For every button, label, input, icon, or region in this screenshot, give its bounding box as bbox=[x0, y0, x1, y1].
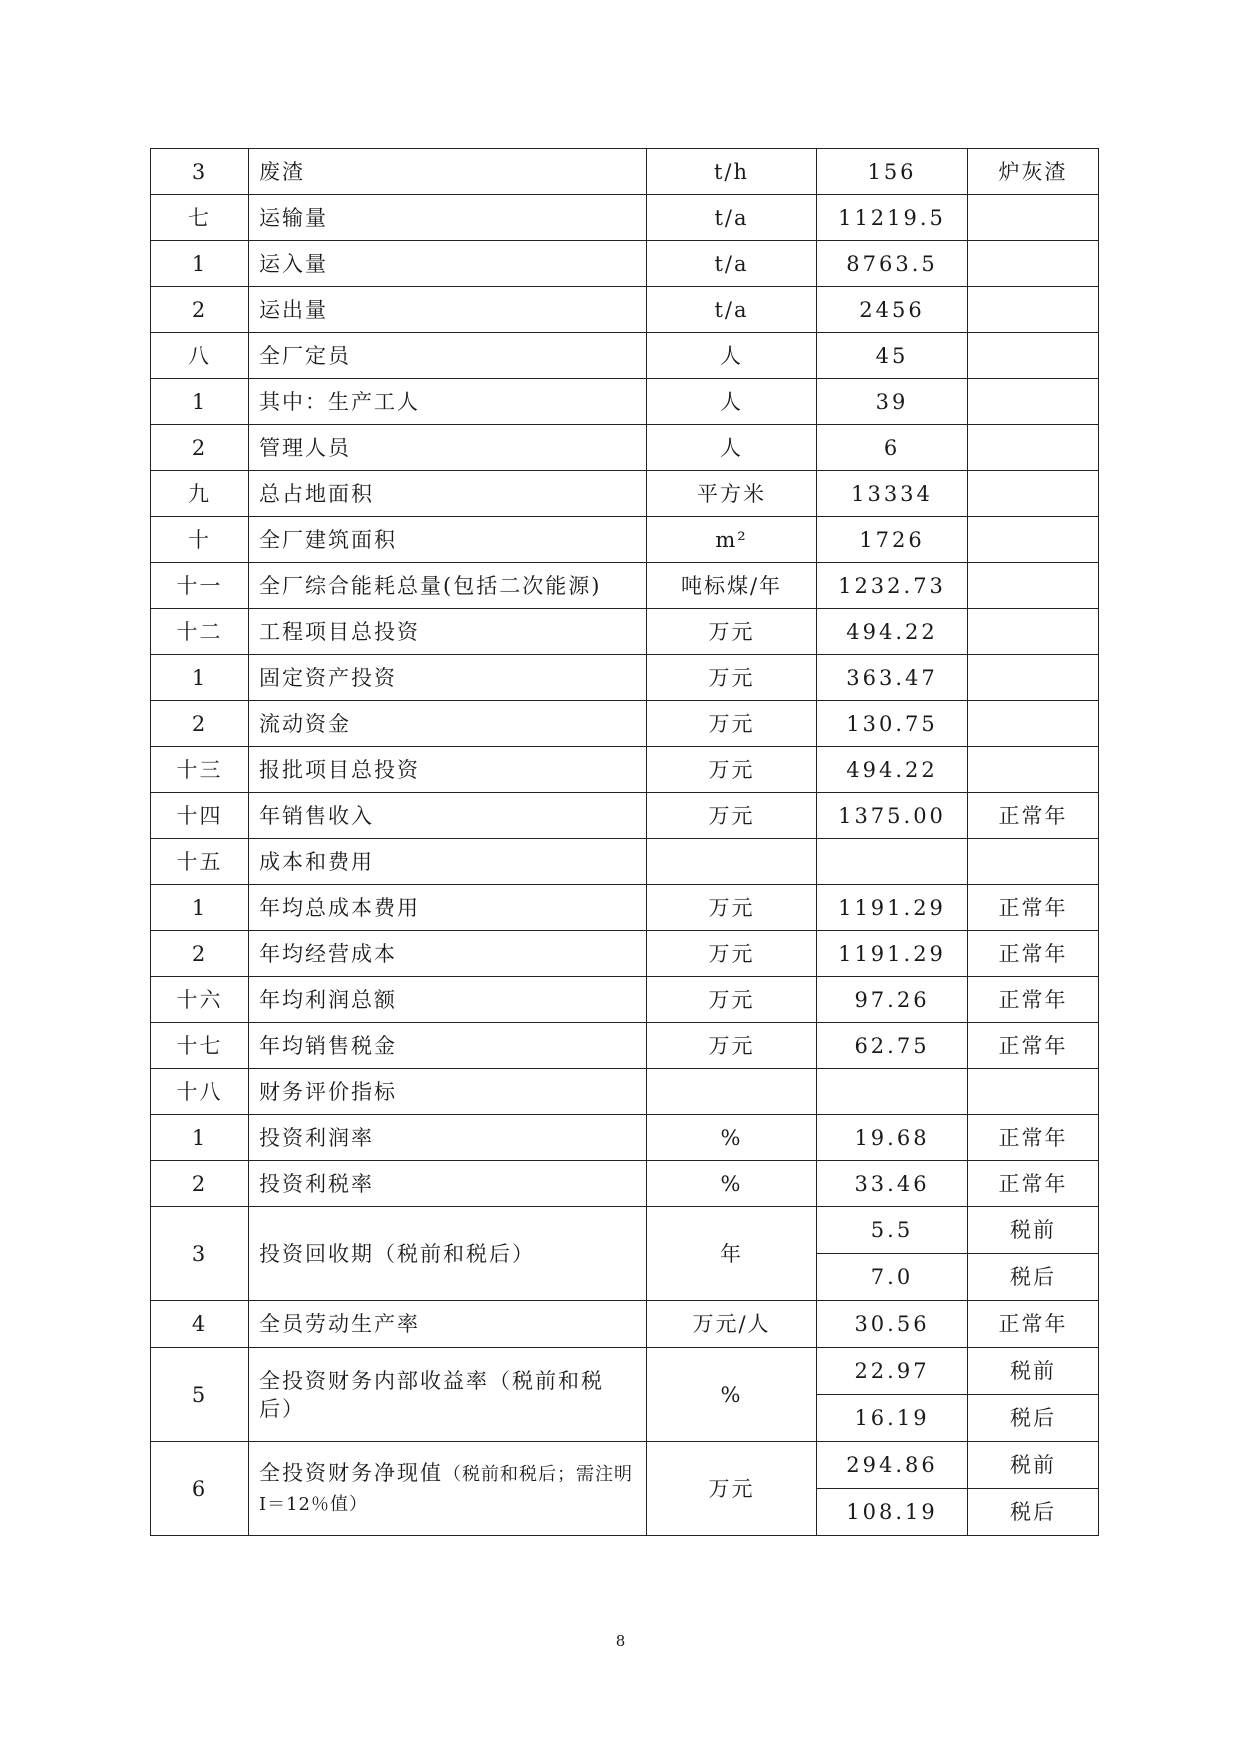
row-value: 1191.29 bbox=[817, 885, 968, 931]
table-row bbox=[151, 839, 1099, 885]
row-value: 13334 bbox=[817, 471, 968, 517]
row-item: 运入量 bbox=[249, 241, 647, 287]
row-number: 九 bbox=[151, 471, 249, 517]
row-unit: 人 bbox=[647, 379, 817, 425]
row-note bbox=[968, 701, 1099, 747]
row-note: 税前 bbox=[968, 1442, 1099, 1489]
table-row bbox=[151, 1069, 1099, 1115]
row-value: 130.75 bbox=[817, 701, 968, 747]
row-note: 正常年 bbox=[968, 1161, 1099, 1207]
row-unit: 人 bbox=[647, 333, 817, 379]
row-number: 十四 bbox=[151, 793, 249, 839]
row-unit: 万元 bbox=[647, 655, 817, 701]
row-value bbox=[817, 1069, 968, 1115]
row-number: 2 bbox=[151, 1161, 249, 1207]
row-number: 4 bbox=[151, 1301, 249, 1348]
row-number: 十八 bbox=[151, 1069, 249, 1115]
row-note bbox=[968, 655, 1099, 701]
row-value: 2456 bbox=[817, 287, 968, 333]
row-note: 税后 bbox=[968, 1395, 1099, 1442]
page-number: 8 bbox=[615, 1632, 626, 1650]
row-unit bbox=[647, 1069, 817, 1115]
row-unit: 年 bbox=[647, 1207, 817, 1301]
row-item: 报批项目总投资 bbox=[249, 747, 647, 793]
row-number: 1 bbox=[151, 1115, 249, 1161]
row-number: 七 bbox=[151, 195, 249, 241]
table-row bbox=[151, 149, 1099, 195]
table-row bbox=[151, 1115, 1099, 1161]
row-number: 2 bbox=[151, 287, 249, 333]
row-value: 6 bbox=[817, 425, 968, 471]
row-note: 正常年 bbox=[968, 885, 1099, 931]
row-value: 1375.00 bbox=[817, 793, 968, 839]
row-note bbox=[968, 379, 1099, 425]
row-unit: 万元 bbox=[647, 609, 817, 655]
table-row bbox=[151, 379, 1099, 425]
row-unit: 万元 bbox=[647, 701, 817, 747]
row-number: 1 bbox=[151, 885, 249, 931]
row-item: 投资回收期（税前和税后） bbox=[249, 1207, 647, 1301]
row-number: 十 bbox=[151, 517, 249, 563]
table-row bbox=[151, 885, 1099, 931]
row-item: 全厂综合能耗总量(包括二次能源) bbox=[249, 563, 647, 609]
row-unit: 万元 bbox=[647, 1023, 817, 1069]
row-value: 22.97 bbox=[817, 1348, 968, 1395]
row-number: 6 bbox=[151, 1442, 249, 1536]
row-unit: 万元 bbox=[647, 977, 817, 1023]
table-row bbox=[151, 517, 1099, 563]
row-item: 年均利润总额 bbox=[249, 977, 647, 1023]
table-row bbox=[151, 655, 1099, 701]
row-value: 19.68 bbox=[817, 1115, 968, 1161]
row-note: 税后 bbox=[968, 1489, 1099, 1536]
row-item: 运出量 bbox=[249, 287, 647, 333]
row-item: 废渣 bbox=[249, 149, 647, 195]
row-unit: 万元 bbox=[647, 793, 817, 839]
row-unit: 万元 bbox=[647, 885, 817, 931]
row-note bbox=[968, 241, 1099, 287]
row-note bbox=[968, 839, 1099, 885]
table-row bbox=[151, 1023, 1099, 1069]
row-number: 十一 bbox=[151, 563, 249, 609]
row-value: 33.46 bbox=[817, 1161, 968, 1207]
row-unit: % bbox=[647, 1161, 817, 1207]
row-unit: % bbox=[647, 1115, 817, 1161]
row-value: 156 bbox=[817, 149, 968, 195]
row-note: 税前 bbox=[968, 1207, 1099, 1254]
row-item: 年销售收入 bbox=[249, 793, 647, 839]
indicator-table bbox=[150, 148, 1099, 1536]
row-number: 1 bbox=[151, 379, 249, 425]
row-number: 5 bbox=[151, 1348, 249, 1442]
row-value: 11219.5 bbox=[817, 195, 968, 241]
row-note: 税前 bbox=[968, 1348, 1099, 1395]
row-note bbox=[968, 287, 1099, 333]
table-row bbox=[151, 701, 1099, 747]
row-value: 97.26 bbox=[817, 977, 968, 1023]
row-value: 494.22 bbox=[817, 609, 968, 655]
table-row bbox=[151, 977, 1099, 1023]
row-unit: 人 bbox=[647, 425, 817, 471]
row-value: 5.5 bbox=[817, 1207, 968, 1254]
row-number: 3 bbox=[151, 1207, 249, 1301]
row-unit: m² bbox=[647, 517, 817, 563]
row-value: 7.0 bbox=[817, 1254, 968, 1301]
row-value: 39 bbox=[817, 379, 968, 425]
row-number: 十三 bbox=[151, 747, 249, 793]
row-item: 全厂建筑面积 bbox=[249, 517, 647, 563]
row-value: 494.22 bbox=[817, 747, 968, 793]
row-unit: 吨标煤/年 bbox=[647, 563, 817, 609]
row-note bbox=[968, 609, 1099, 655]
row-unit: t/a bbox=[647, 241, 817, 287]
row-note: 正常年 bbox=[968, 793, 1099, 839]
row-value: 16.19 bbox=[817, 1395, 968, 1442]
table-row bbox=[151, 241, 1099, 287]
row-note: 正常年 bbox=[968, 977, 1099, 1023]
row-item: 全厂定员 bbox=[249, 333, 647, 379]
row-value: 8763.5 bbox=[817, 241, 968, 287]
row-value bbox=[817, 839, 968, 885]
table-row bbox=[151, 471, 1099, 517]
row-note bbox=[968, 471, 1099, 517]
row-item: 全员劳动生产率 bbox=[249, 1301, 647, 1348]
row-unit: % bbox=[647, 1348, 817, 1442]
row-value: 108.19 bbox=[817, 1489, 968, 1536]
row-item: 工程项目总投资 bbox=[249, 609, 647, 655]
row-item: 投资利税率 bbox=[249, 1161, 647, 1207]
row-item-main: 全投资财务净现值 bbox=[259, 1460, 443, 1485]
row-number: 1 bbox=[151, 655, 249, 701]
row-item: 财务评价指标 bbox=[249, 1069, 647, 1115]
row-number: 2 bbox=[151, 931, 249, 977]
row-item: 管理人员 bbox=[249, 425, 647, 471]
table-row bbox=[151, 287, 1099, 333]
row-value: 30.56 bbox=[817, 1301, 968, 1348]
table-row bbox=[151, 793, 1099, 839]
table-row bbox=[151, 747, 1099, 793]
row-unit: 万元 bbox=[647, 931, 817, 977]
table-row bbox=[151, 931, 1099, 977]
row-number: 十六 bbox=[151, 977, 249, 1023]
table-row bbox=[151, 1442, 1099, 1489]
row-note bbox=[968, 1069, 1099, 1115]
row-item: 其中：生产工人 bbox=[249, 379, 647, 425]
row-note: 正常年 bbox=[968, 1301, 1099, 1348]
row-unit bbox=[647, 839, 817, 885]
row-unit: 平方米 bbox=[647, 471, 817, 517]
row-item: 全投资财务内部收益率（税前和税后） bbox=[249, 1348, 647, 1442]
row-note bbox=[968, 563, 1099, 609]
table-row bbox=[151, 195, 1099, 241]
row-value: 45 bbox=[817, 333, 968, 379]
row-item: 年均销售税金 bbox=[249, 1023, 647, 1069]
row-item: 固定资产投资 bbox=[249, 655, 647, 701]
table-row bbox=[151, 609, 1099, 655]
row-item: 流动资金 bbox=[249, 701, 647, 747]
row-value: 62.75 bbox=[817, 1023, 968, 1069]
row-item: 成本和费用 bbox=[249, 839, 647, 885]
row-note: 正常年 bbox=[968, 1023, 1099, 1069]
row-note bbox=[968, 195, 1099, 241]
row-number: 八 bbox=[151, 333, 249, 379]
row-number: 十二 bbox=[151, 609, 249, 655]
row-note bbox=[968, 747, 1099, 793]
row-value: 294.86 bbox=[817, 1442, 968, 1489]
row-item: 年均总成本费用 bbox=[249, 885, 647, 931]
row-item: 运输量 bbox=[249, 195, 647, 241]
row-unit: t/h bbox=[647, 149, 817, 195]
table-row bbox=[151, 425, 1099, 471]
row-number: 2 bbox=[151, 701, 249, 747]
table-row bbox=[151, 333, 1099, 379]
row-unit: 万元 bbox=[647, 1442, 817, 1536]
row-unit: t/a bbox=[647, 195, 817, 241]
row-note: 税后 bbox=[968, 1254, 1099, 1301]
table-row bbox=[151, 563, 1099, 609]
row-number: 1 bbox=[151, 241, 249, 287]
row-value: 1726 bbox=[817, 517, 968, 563]
row-note bbox=[968, 333, 1099, 379]
row-value: 1232.73 bbox=[817, 563, 968, 609]
row-number: 十五 bbox=[151, 839, 249, 885]
row-unit: t/a bbox=[647, 287, 817, 333]
row-item: 年均经营成本 bbox=[249, 931, 647, 977]
row-unit: 万元 bbox=[647, 747, 817, 793]
table-row bbox=[151, 1207, 1099, 1254]
row-number: 十七 bbox=[151, 1023, 249, 1069]
row-item bbox=[249, 1442, 647, 1536]
table-row bbox=[151, 1161, 1099, 1207]
table-row bbox=[151, 1348, 1099, 1395]
table-row bbox=[151, 1301, 1099, 1348]
row-note: 炉灰渣 bbox=[968, 149, 1099, 195]
row-number: 2 bbox=[151, 425, 249, 471]
row-value: 363.47 bbox=[817, 655, 968, 701]
row-note: 正常年 bbox=[968, 1115, 1099, 1161]
row-number: 3 bbox=[151, 149, 249, 195]
row-item-detail: （税前和税后；需注明 I＝12％值） bbox=[259, 1463, 633, 1515]
row-note: 正常年 bbox=[968, 931, 1099, 977]
table-body bbox=[151, 149, 1099, 1536]
row-unit: 万元/人 bbox=[647, 1301, 817, 1348]
row-item: 投资利润率 bbox=[249, 1115, 647, 1161]
row-note bbox=[968, 425, 1099, 471]
row-note bbox=[968, 517, 1099, 563]
row-item: 总占地面积 bbox=[249, 471, 647, 517]
row-value: 1191.29 bbox=[817, 931, 968, 977]
